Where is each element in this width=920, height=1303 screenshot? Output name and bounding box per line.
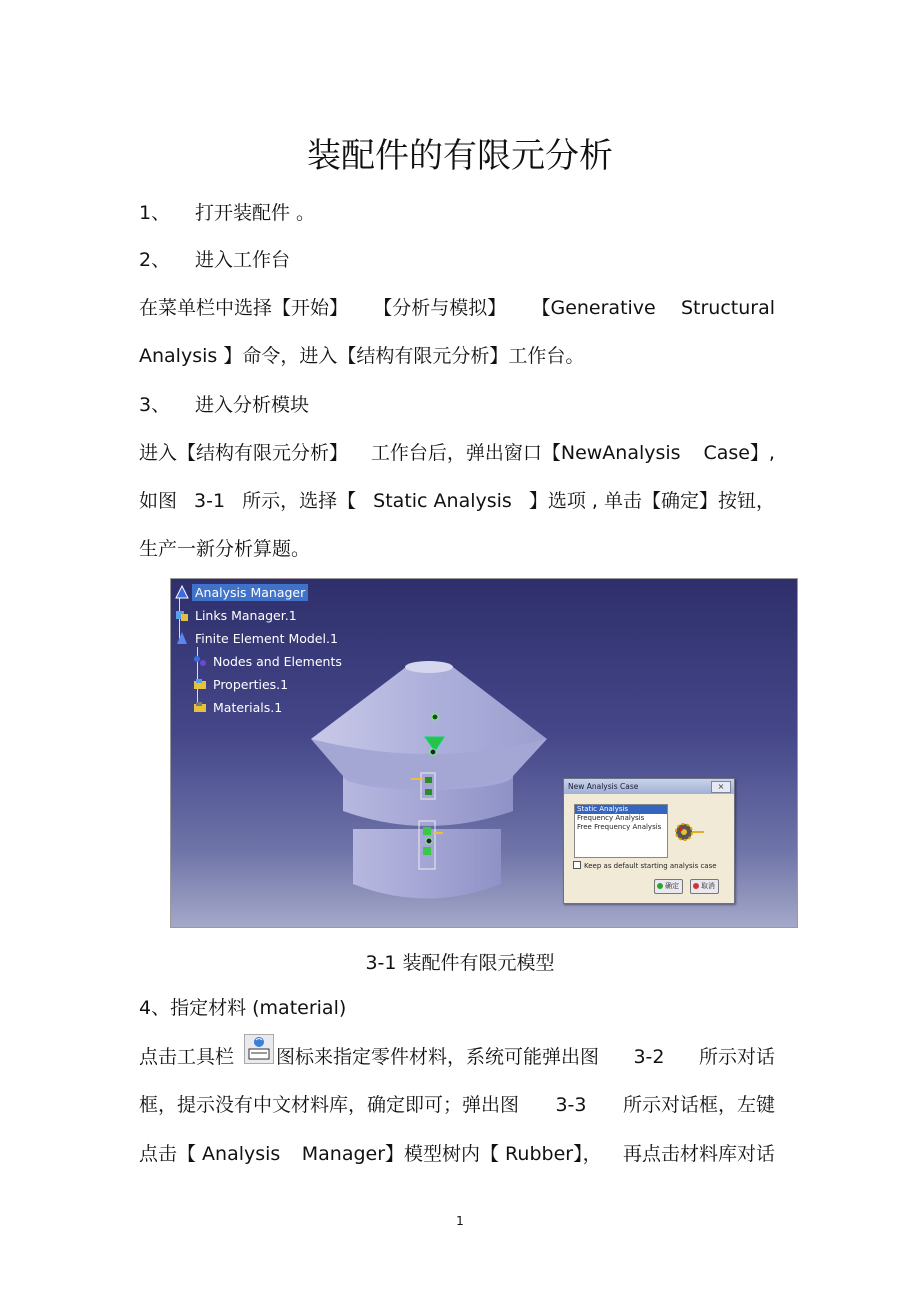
properties-icon	[193, 677, 207, 691]
tree-item-materials[interactable]	[193, 700, 285, 715]
tree-item-label: Materials.1	[213, 700, 283, 715]
step-2	[139, 248, 290, 272]
tree-item-label: Properties.1	[213, 677, 289, 692]
text-segment: Static Analysis	[373, 490, 512, 512]
text-segment: 】选项 , 单击【确定】按钮，	[528, 490, 775, 512]
close-icon[interactable]: ×	[711, 781, 731, 793]
text-segment: 如图	[139, 490, 178, 512]
paragraph-line: 生产一新分析算题。	[139, 538, 311, 560]
page-title: 装配件的有限元分析	[307, 136, 613, 176]
text-segment: Case】,	[703, 442, 775, 464]
analysis-type-list[interactable]	[574, 804, 668, 858]
text-segment: 所示对话	[698, 1046, 775, 1068]
text-segment: 3-3	[555, 1094, 587, 1116]
tree-item-properties[interactable]	[193, 677, 291, 692]
materials-icon	[193, 700, 207, 714]
gear-icon	[672, 819, 706, 845]
paragraph-line	[139, 489, 775, 513]
material-library-icon	[244, 1034, 274, 1064]
paragraph-line	[276, 1045, 775, 1069]
text-segment: 3-1	[194, 490, 226, 512]
ok-icon	[657, 883, 663, 889]
text-segment: 工作台后，弹出窗口【NewAnalysis	[370, 442, 681, 464]
option-free-frequency-analysis[interactable]: Free Frequency Analysis	[577, 823, 662, 831]
checkbox-label: Keep as default starting analysis case	[584, 862, 717, 870]
tree-item-links-manager[interactable]	[175, 608, 300, 623]
paragraph-line	[139, 441, 775, 465]
text-segment: 再点击材料库对话	[622, 1143, 775, 1165]
tree-item-analysis-manager[interactable]	[175, 585, 308, 600]
tree-item-label: Links Manager.1	[195, 608, 297, 623]
cancel-label: 取消	[701, 882, 715, 890]
step-text: 打开装配件 。	[195, 202, 316, 224]
step-number: 1、	[139, 202, 171, 224]
paragraph-line	[139, 1142, 775, 1166]
text-segment: Structural	[680, 297, 775, 319]
step-text: 进入工作台	[195, 249, 291, 271]
step-number: 3、	[139, 394, 171, 416]
text-segment: 框，提示没有中文材料库，确定即可；弹出图	[139, 1094, 520, 1116]
checkbox-box[interactable]	[573, 861, 581, 869]
dialog-title-text: New Analysis Case	[568, 782, 639, 791]
tree-item-finite-element-model[interactable]	[175, 631, 341, 646]
paragraph-line: Analysis 】命令，进入【结构有限元分析】工作台。	[139, 345, 585, 367]
figure-caption: 3-1 装配件有限元模型	[365, 952, 555, 974]
analysis-manager-icon	[175, 585, 189, 599]
text-segment: 点击工具栏	[139, 1046, 235, 1068]
cancel-icon	[693, 883, 699, 889]
step-3	[139, 393, 309, 417]
text-segment: 【分析与模拟】	[373, 297, 507, 319]
option-static-analysis[interactable]: Static Analysis	[575, 805, 667, 814]
finite-element-model-icon	[175, 631, 189, 645]
text-segment: 【Generative	[531, 297, 656, 319]
cancel-button[interactable]	[690, 879, 719, 894]
text-segment: 在菜单栏中选择【开始】	[139, 297, 349, 319]
paragraph-line	[139, 1093, 775, 1117]
text-segment: 点击【 Analysis	[139, 1143, 281, 1165]
ok-label: 确定	[665, 882, 679, 890]
option-frequency-analysis[interactable]: Frequency Analysis	[577, 814, 645, 822]
paragraph-line	[139, 296, 775, 320]
text-segment: 3-2	[633, 1046, 665, 1068]
text-segment: 图标来指定零件材料，系统可能弹出图	[276, 1046, 600, 1068]
ok-button[interactable]	[654, 879, 683, 894]
tree-item-nodes-elements[interactable]	[193, 654, 345, 669]
new-analysis-case-dialog	[563, 778, 735, 904]
step-4-heading: 4、指定材料 (material)	[139, 997, 347, 1019]
nodes-elements-icon	[193, 654, 207, 668]
keep-default-checkbox[interactable]	[573, 861, 717, 870]
text-segment: 所示对话框，左键	[622, 1094, 775, 1116]
text-segment: 所示，选择【	[242, 490, 357, 512]
tree-item-label: Finite Element Model.1	[195, 631, 338, 646]
tree-item-label: Analysis Manager	[192, 584, 308, 601]
text-segment: Manager】模型树内【 Rubber】，	[301, 1143, 602, 1165]
dialog-title	[564, 779, 734, 794]
paragraph-line	[139, 1045, 234, 1069]
step-number: 2、	[139, 249, 171, 271]
page-number: 1	[456, 1214, 464, 1228]
links-manager-icon	[175, 608, 189, 622]
step-1	[139, 201, 315, 225]
text-segment: 进入【结构有限元分析】	[139, 442, 349, 464]
fem-model-screenshot	[170, 578, 798, 928]
tree-item-label: Nodes and Elements	[213, 654, 342, 669]
step-text: 进入分析模块	[195, 394, 310, 416]
